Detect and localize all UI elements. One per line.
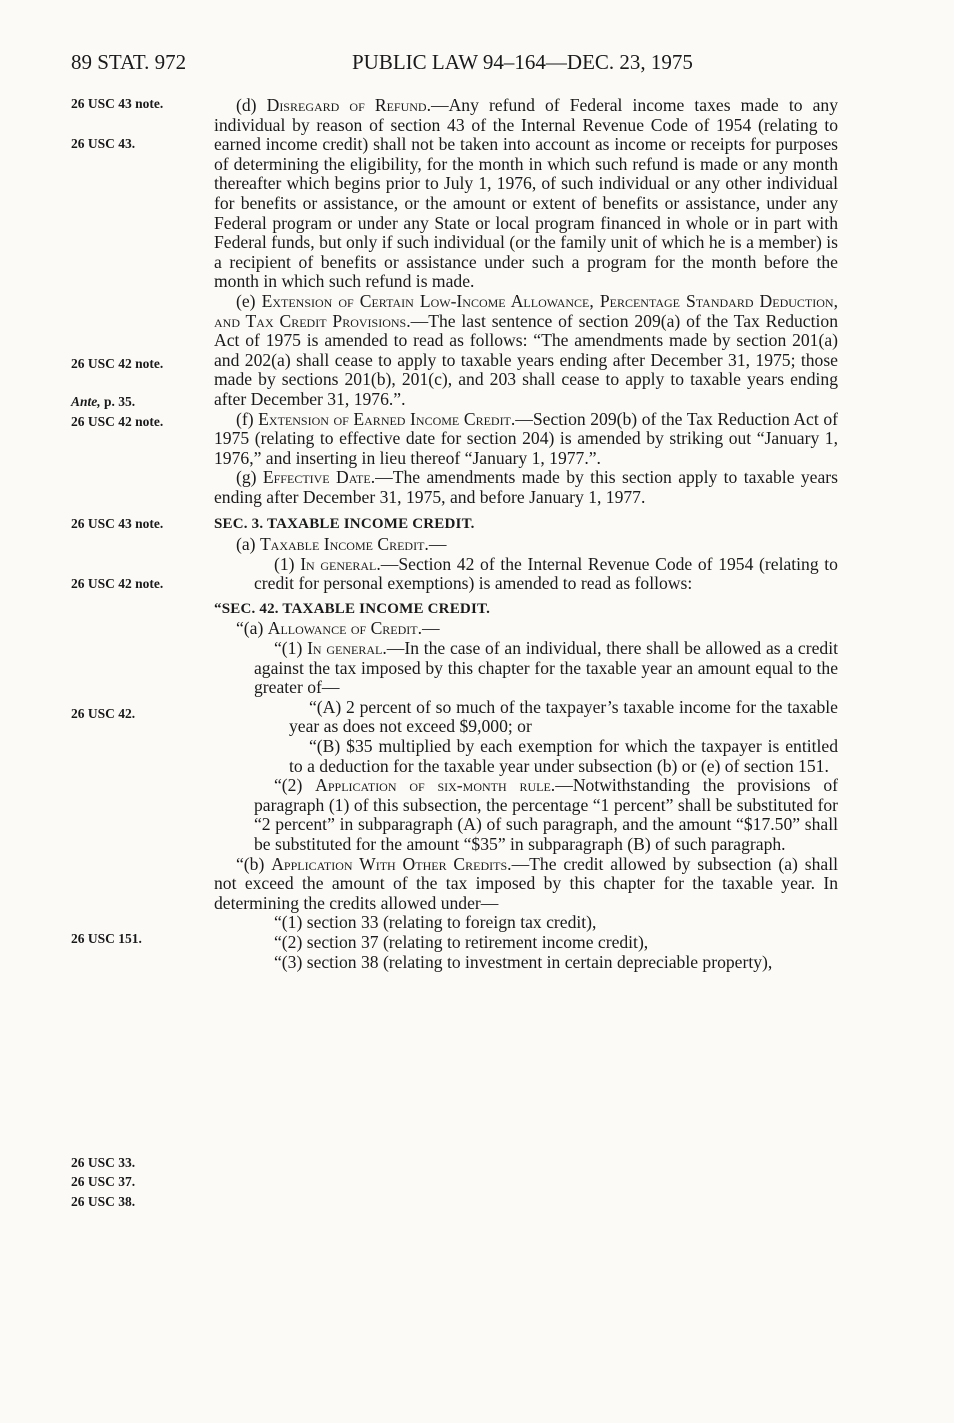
margin-note: 26 USC 38. [71, 1194, 136, 1209]
quoted-subsection-b: “(b) Application With Other Credits.—The credit allowed by subsection (a) shall not exceed the amount of the tax imposed by this chapter for the taxable year. In determining the credits allowed under— [214, 853, 838, 913]
quoted-subsection-a-heading: “(a) Allowance of Credit.— [236, 618, 440, 639]
subsection-f: (f) Extension of Earned Income Credit.—Section 209(b) of the Tax Reduction Act of 1975 (relating to effective date for section 204) is amended by striking out “January 1, 1976,” and inserting in lieu thereof “January 1, 1977.”. [214, 408, 838, 468]
margin-note: 26 USC 42 note. [71, 414, 164, 429]
subsection-a-heading: (a) Taxable Income Credit.— [236, 534, 447, 555]
margin-note: 26 USC 43 note. [71, 96, 164, 111]
quoted-paragraph-1: “(1) In general.—In the case of an individual, there shall be allowed as a credit against the tax imposed by this chapter for the taxable year an amount equal to the greater of— [254, 638, 838, 698]
credit-item-2: “(2) section 37 (relating to retirement income credit), [274, 931, 649, 952]
page-stat-number: 89 STAT. 972 [71, 50, 187, 74]
paragraph-1: (1) In general.—Section 42 of the Internal Revenue Code of 1954 (relating to credit for personal exemptions) is amended to read as follows: [254, 553, 838, 594]
quoted-paragraph-2: “(2) Application of six-month rule.—Notwithstanding the provisions of paragraph (1) of this subsection, the percentage “1 percent” shall be substituted for “2 percent” in subparagraph (A) of such paragraph, and the amount “$17.50” shall be substituted for the amount “$35” in subparagraph (B) of such paragraph. [254, 775, 838, 854]
quoted-subparagraph-a: “(A) 2 percent of so much of the taxpayer’s taxable income for the taxable year as does not exceed $9,000; or [289, 696, 838, 737]
margin-note: 26 USC 42 note. [71, 356, 164, 371]
credit-item-1: “(1) section 33 (relating to foreign tax credit), [274, 912, 597, 933]
margin-note: 26 USC 42 note. [71, 576, 164, 591]
section-42-heading: “SEC. 42. TAXABLE INCOME CREDIT. [214, 600, 491, 617]
margin-note: 26 USC 42. [71, 706, 136, 721]
margin-note: Ante, p. 35. [71, 394, 136, 409]
margin-note: 26 USC 43. [71, 136, 136, 151]
subsection-g: (g) Effective Date.—The amendments made by this section apply to taxable years ending after December 31, 1975, and before January 1, 1977. [214, 467, 839, 507]
margin-notes [71, 96, 211, 1216]
margin-note: 26 USC 37. [71, 1174, 136, 1189]
margin-note: 26 USC 43 note. [71, 516, 164, 531]
margin-note: 26 USC 151. [71, 931, 142, 946]
credit-item-3: “(3) section 38 (relating to investment in certain depreciable property), [274, 951, 773, 972]
subsection-e: (e) Extension of Certain Low-Income Allowance, Percentage Standard Deduction, and Tax Credit Provisions.—The last sentence of section 209(a) of the Tax Reduction Act of 1975 is amended to read as follows: “The amendments made by section 201(a) and 202(a) shall cease to apply to taxable years ending after December 31, 1975; those made by sections 201(b), 201(c), and 203 shall cease to apply to taxable years ending after December 31, 1976.”. [214, 290, 838, 409]
margin-note: 26 USC 33. [71, 1155, 136, 1170]
quoted-subparagraph-b: “(B) $35 multiplied by each exemption for which the taxpayer is entitled to a deduction for the taxable year under subsection (b) or (e) of section 151. [289, 736, 838, 776]
subsection-d: (d) Disregard of Refund.—Any refund of Federal income taxes made to any individual by reason of section 43 of the Internal Revenue Code of 1954 (relating to earned income credit) shall not be taken into account as income or receipts for purposes of determining the eligibility, for the month in which such refund is made or any month thereafter which begins prior to July 1, 1976, of such individual or any other individual for benefits or assistance, or the amount or extent of benefits or assistance, under any Federal program or under any State or local program financed in whole or in part with Federal funds, but only if such individual (or the family unit of which he is a member) is a recipient of benefits or assistance under such a program for the month before the month in which such refund is made. [214, 95, 838, 292]
section-3-heading: SEC. 3. TAXABLE INCOME CREDIT. [214, 516, 475, 533]
page-running-title: PUBLIC LAW 94–164—DEC. 23, 1975 [352, 50, 693, 74]
statute-body [214, 96, 838, 972]
